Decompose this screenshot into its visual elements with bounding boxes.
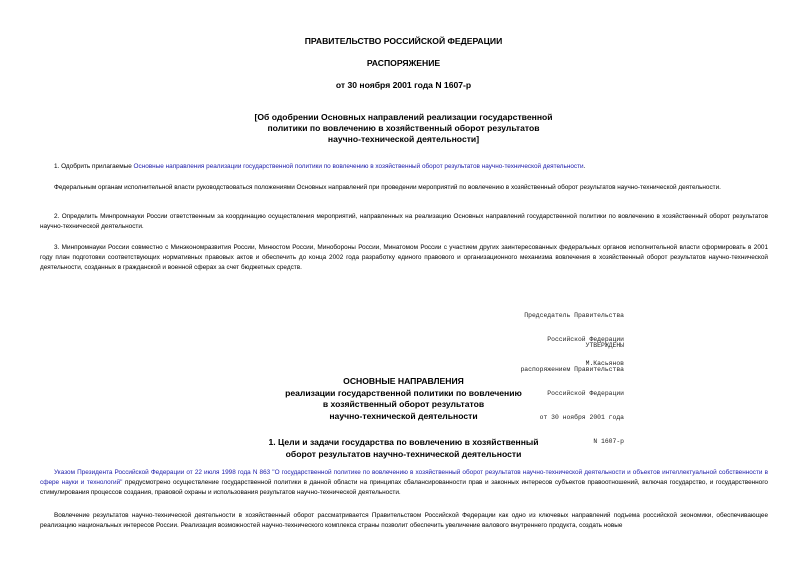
section-1-line: 1. Цели и задачи государства по вовлечению в хозяйственный [268, 437, 539, 447]
paragraph-4 [40, 243, 768, 273]
approval-line: УТВЕРЖДЕНЫ [585, 342, 624, 349]
paragraph-3 [40, 212, 768, 232]
section-1-heading [150, 437, 657, 460]
document-title [0, 112, 807, 145]
title-line: [Об одобрении Основных направлений реализации государственной [254, 112, 553, 122]
paragraph-4-text: 3. Минпромнауки России совместно с Минэкономразвития России, Минюстом России, Минобороны России, Минатомом России с участием других заинтересованных федеральных органов исполнительной власти сформировать в 2001 году план подготовки соответствующих нормативных правовых актов и обеспечить до конца 2002 года разработку единого правового и организационного механизма вовлечения в хозяйственный оборот результатов научно-технической деятельности, созданных в гражданской и военной сферах за счет бюджетных средств. [40, 244, 768, 271]
approval-line: распоряжением Правительства [520, 366, 624, 373]
paragraph-2-text: Федеральным органам исполнительной власти руководствоваться положениями Основных направлений при проведении мероприятий по вовлечению в хозяйственный оборот результатов научно-технической деятельности. [54, 184, 721, 191]
org-heading: ПРАВИТЕЛЬСТВО РОССИЙСКОЙ ФЕДЕРАЦИИ [304, 36, 503, 46]
paragraph-5-text: предусмотрено осуществление государственной политики в данной области на принципах сбалансированности прав и законных интересов субъектов правоотношений, включая государство, и государственного стимулирования процессов создания, правовой охраны и использования результатов научно-технической деятельности. [40, 479, 768, 496]
paragraph-1 [40, 162, 768, 172]
paragraph-6-text: Вовлечение результатов научно-технической деятельности в хозяйственный оборот рассматривается Правительством Российской Федерации как одно из ключевых направлений подъема российской экономики, обеспечивающее реализацию национальных интересов России. Реализация возможностей научно-технического комплекса страны позволит обеспечить увеличение валового внутреннего продукта, создать новые [40, 512, 768, 529]
date-number-line: от 30 ноября 2001 года N 1607-р [335, 80, 472, 90]
paragraph-2 [40, 183, 768, 193]
paragraph-5 [40, 468, 768, 498]
title-line: научно-технической деятельности] [327, 134, 480, 144]
paragraph-3-text: 2. Определить Минпромнауки России ответственным за координацию осуществления мероприятий, направленных на реализацию Основных направлений государственной политики по вовлечению в хозяйственный оборот результатов научно-технической деятельности. [40, 213, 768, 230]
main-directions-link[interactable]: Основные направления реализации государственной политики по вовлечению в хозяйственный оборот результатов научно-технической деятельности [133, 163, 584, 170]
paragraph-1-prefix: 1. Одобрить прилагаемые [54, 163, 134, 170]
presidential-decree-link[interactable]: Указом Президента Российской Федерации от 22 июля 1998 года N 863 "О государственной политике по вовлечению в хозяйственный оборот результатов научно-технической деятельности и объектов интеллектуальной собственности в сфере науки и технологий" [40, 469, 768, 486]
doc-type-heading: РАСПОРЯЖЕНИЕ [366, 58, 441, 68]
approval-line: Российской Федерации [547, 390, 624, 397]
signature-line: Председатель Правительства [524, 312, 624, 319]
paragraph-1-suffix: . [583, 163, 586, 170]
signature-line: Российской Федерации [547, 336, 624, 343]
annex-subtitle-line: реализации государственной политики по вовлечению [285, 387, 522, 398]
title-line: политики по вовлечению в хозяйственный оборот результатов [267, 123, 540, 133]
annex-heading [200, 376, 607, 422]
annex-title: ОСНОВНЫЕ НАПРАВЛЕНИЯ [343, 376, 464, 386]
signature-line: М.Касьянов [585, 360, 624, 367]
approval-line: N 1607-р [593, 438, 624, 445]
annex-subtitle-line: научно-технической деятельности [329, 410, 478, 421]
approval-line: от 30 ноября 2001 года [539, 414, 624, 421]
paragraph-6 [40, 511, 768, 531]
section-1-line: оборот результатов научно-технической деятельности [285, 448, 522, 459]
annex-subtitle-line: в хозяйственный оборот результатов [322, 399, 485, 409]
